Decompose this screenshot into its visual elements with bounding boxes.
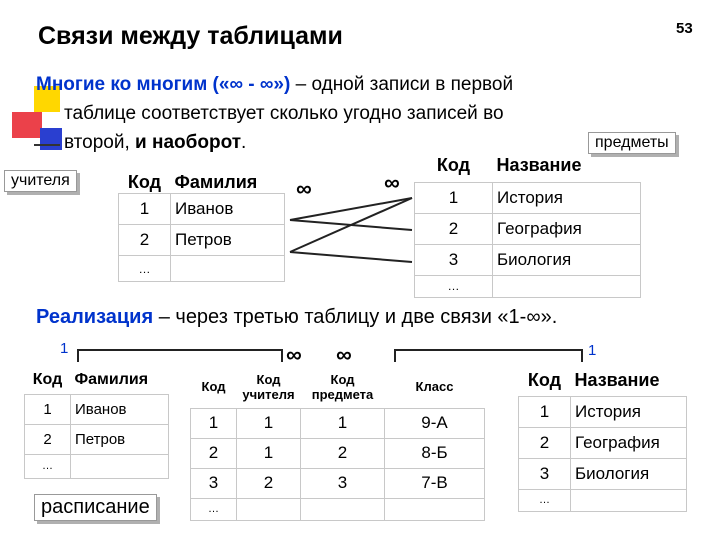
header-cell: Код bbox=[519, 366, 571, 396]
header-cell: Код bbox=[25, 366, 71, 394]
table-cell: 1 bbox=[237, 438, 301, 468]
table-row bbox=[25, 424, 169, 454]
header-cell: Код учителя bbox=[237, 366, 301, 408]
teachers-callout: учителя bbox=[4, 170, 77, 192]
infinity-mark-bottom-right: ∞ bbox=[336, 342, 352, 367]
table-cell bbox=[301, 498, 385, 520]
table-cell: 2 bbox=[119, 225, 171, 256]
header-cell: Класс bbox=[385, 366, 485, 408]
table-cell bbox=[237, 498, 301, 520]
table-cell: 1 bbox=[119, 194, 171, 225]
table-cell: … bbox=[191, 498, 237, 520]
table-row bbox=[519, 427, 687, 458]
table-cell: Петров bbox=[71, 424, 169, 454]
table-header-row bbox=[191, 366, 485, 408]
subjects-callout: предметы bbox=[588, 132, 676, 154]
one-label-left: 1 bbox=[60, 340, 69, 357]
header-cell: Фамилия bbox=[171, 172, 285, 194]
table-cell: … bbox=[519, 489, 571, 511]
table-header-row bbox=[519, 366, 687, 396]
schedule-table bbox=[190, 366, 485, 521]
table-cell: История bbox=[493, 182, 641, 213]
table-row bbox=[191, 498, 485, 520]
table-cell: 2 bbox=[25, 424, 71, 454]
table-cell: Иванов bbox=[71, 394, 169, 424]
table-cell: 8-Б bbox=[385, 438, 485, 468]
table-cell: … bbox=[415, 275, 493, 297]
table-cell: Иванов bbox=[171, 194, 285, 225]
header-cell: Код bbox=[119, 172, 171, 194]
table-row bbox=[191, 438, 485, 468]
intro-term: Многие ко многим («∞ - ∞») bbox=[36, 74, 291, 95]
table-row bbox=[25, 394, 169, 424]
table-cell: … bbox=[25, 454, 71, 478]
table-row bbox=[519, 489, 687, 511]
teachers-table-bottom bbox=[24, 366, 169, 479]
table-cell bbox=[71, 454, 169, 478]
table-cell: 1 bbox=[191, 408, 237, 438]
header-cell: Код bbox=[191, 366, 237, 408]
intro-line3-normal: второй, bbox=[64, 132, 136, 153]
bracket-right bbox=[395, 350, 582, 362]
table-cell: География bbox=[571, 427, 687, 458]
table-cell: 3 bbox=[301, 468, 385, 498]
intro-line3-end: . bbox=[241, 132, 247, 153]
table-row bbox=[191, 468, 485, 498]
bracket-left bbox=[78, 350, 282, 362]
table-cell: История bbox=[571, 396, 687, 427]
table-cell: Биология bbox=[571, 458, 687, 489]
subjects-table-bottom bbox=[518, 366, 687, 512]
table-cell: … bbox=[119, 256, 171, 282]
link-line bbox=[290, 198, 412, 220]
header-cell: Название bbox=[493, 150, 641, 182]
table-row bbox=[519, 458, 687, 489]
table-cell: 1 bbox=[415, 182, 493, 213]
table-cell: 1 bbox=[25, 394, 71, 424]
one-label-right: 1 bbox=[588, 342, 597, 359]
table-cell bbox=[571, 489, 687, 511]
table-row bbox=[519, 396, 687, 427]
table-cell: 3 bbox=[191, 468, 237, 498]
intro-line1-rest: – одной записи в первой bbox=[290, 74, 514, 95]
table-cell: 3 bbox=[519, 458, 571, 489]
table-header-row bbox=[25, 366, 169, 394]
table-cell: 3 bbox=[415, 244, 493, 275]
table-cell: 1 bbox=[301, 408, 385, 438]
header-cell: Фамилия bbox=[71, 366, 169, 394]
realization-term: Реализация bbox=[36, 306, 154, 328]
realization-rest: – через третью таблицу и две связи «1-∞». bbox=[153, 306, 558, 328]
table-row bbox=[25, 454, 169, 478]
header-cell: Название bbox=[571, 366, 687, 396]
table-cell: 2 bbox=[237, 468, 301, 498]
table-cell: 2 bbox=[519, 427, 571, 458]
table-cell: 2 bbox=[191, 438, 237, 468]
slide-title: Связи между таблицами bbox=[38, 22, 343, 50]
intro-line3-bold: и наоборот bbox=[135, 132, 242, 153]
table-cell: География bbox=[493, 213, 641, 244]
intro-line-2: таблице соответствует сколько угодно записей во bbox=[64, 103, 504, 124]
table-cell: 2 bbox=[301, 438, 385, 468]
table-cell: Биология bbox=[493, 244, 641, 275]
infinity-mark-right: ∞ bbox=[384, 170, 400, 195]
page-number: 53 bbox=[676, 20, 693, 37]
table-cell: 7-В bbox=[385, 468, 485, 498]
table-cell: 2 bbox=[415, 213, 493, 244]
table-cell: 1 bbox=[237, 408, 301, 438]
infinity-mark-left: ∞ bbox=[296, 176, 312, 201]
table-cell: 9-А bbox=[385, 408, 485, 438]
realization-text bbox=[36, 306, 557, 329]
schedule-callout: расписание bbox=[34, 494, 157, 521]
table-row bbox=[191, 408, 485, 438]
infinity-mark-bottom-left: ∞ bbox=[286, 342, 302, 367]
link-line bbox=[290, 252, 412, 262]
table-cell bbox=[385, 498, 485, 520]
header-cell: Код предмета bbox=[301, 366, 385, 408]
link-line bbox=[290, 198, 412, 252]
header-cell: Код bbox=[415, 150, 493, 182]
table-cell: 1 bbox=[519, 396, 571, 427]
table-cell: Петров bbox=[171, 225, 285, 256]
